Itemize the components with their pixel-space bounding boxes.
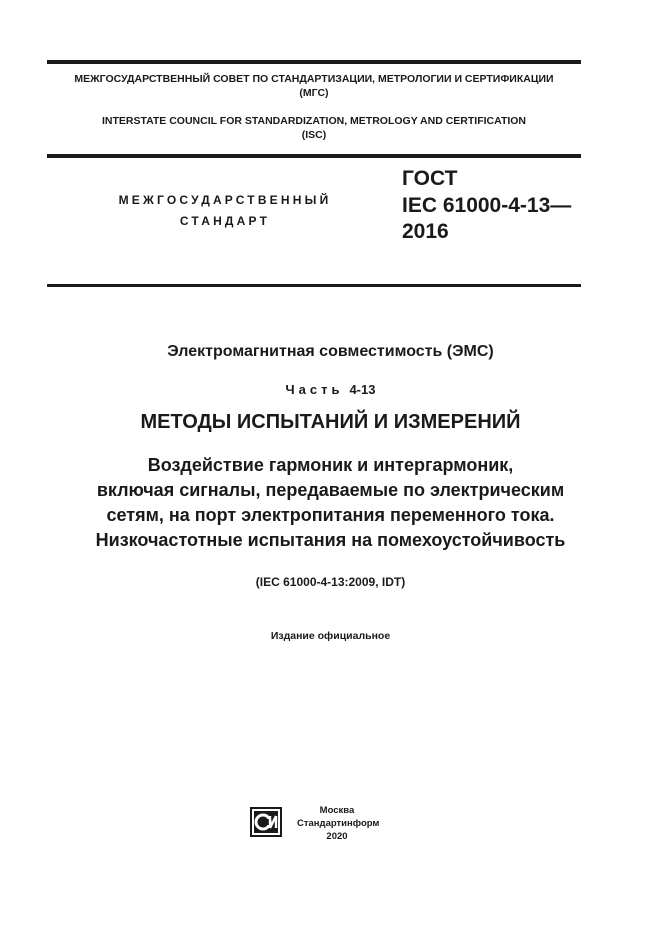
title-methods: МЕТОДЫ ИСПЫТАНИЙ И ИЗМЕРЕНИЙ <box>140 411 521 433</box>
header-divider <box>47 154 581 158</box>
council-en-name: INTERSTATE COUNCIL FOR STANDARDIZATION, METROLOGY AND CERTIFICATION <box>101 115 527 127</box>
council-en <box>47 114 581 142</box>
part-number: 4-13 <box>349 382 376 397</box>
council-ru-name: МЕЖГОСУДАРСТВЕННЫЙ СОВЕТ ПО СТАНДАРТИЗАЦИИ, МЕТРОЛОГИИ И СЕРТИФИКАЦИИ <box>74 73 554 85</box>
council-ru-abbr: (МГС) <box>299 87 329 99</box>
top-rule <box>47 60 581 64</box>
description-line: сетям, на порт электропитания переменного тока. <box>106 505 555 525</box>
designation-divider <box>47 284 581 287</box>
publisher-block <box>297 804 380 843</box>
publisher-year: 2020 <box>326 831 348 842</box>
council-en-abbr: (ISC) <box>301 129 327 141</box>
title-part <box>0 382 661 397</box>
standard-type-line1: МЕЖГОСУДАРСТВЕННЫЙ <box>118 193 332 207</box>
title-subject: Электромагнитная совместимость (ЭМС) <box>167 343 494 360</box>
designation-line1: ГОСТ <box>402 167 458 190</box>
council-ru <box>47 72 581 100</box>
description-line: Воздействие гармоник и интергармоник, <box>147 455 514 475</box>
standartinform-logo-icon <box>250 807 282 837</box>
part-label: Часть <box>285 382 344 397</box>
standard-type-line2: СТАНДАРТ <box>179 214 271 228</box>
edition-note: Издание официальное <box>270 630 391 642</box>
publisher-name: Стандартинформ <box>297 818 380 829</box>
publisher-city: Москва <box>319 805 355 816</box>
title-description <box>0 453 661 553</box>
description-line: Низкочастотные испытания на помехоустойчивость <box>95 530 566 550</box>
designation-line3: 2016 <box>402 220 449 243</box>
iec-reference: (IEC 61000-4-13:2009, IDT) <box>255 575 406 589</box>
designation-line2: IEC 61000-4-13— <box>402 194 572 217</box>
description-line: включая сигналы, передаваемые по электрическим <box>96 480 565 500</box>
